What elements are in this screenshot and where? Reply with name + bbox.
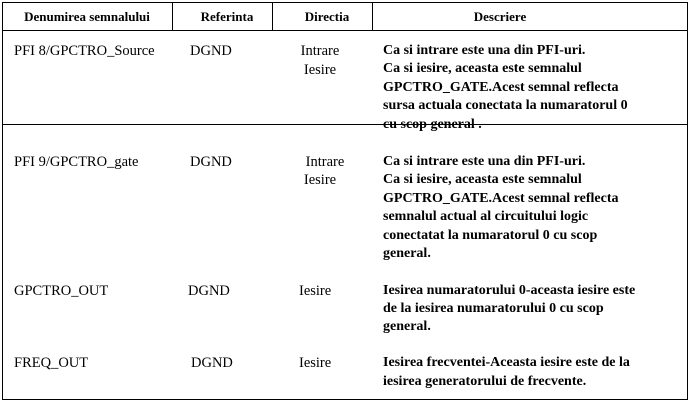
table-border-right xyxy=(687,2,688,400)
header-description: Descriere xyxy=(473,9,527,24)
row-divider-1 xyxy=(2,124,688,125)
row1-direction-2: Iesire xyxy=(303,62,337,78)
row1-reference: DGND xyxy=(190,43,232,59)
row2-description-1: Ca si intrare este una din PFI-uri. xyxy=(383,154,586,169)
row4-reference: DGND xyxy=(191,355,233,371)
row3-signal: GPCTRO_OUT xyxy=(14,283,109,299)
header-signal: Denumirea semnalului xyxy=(24,9,150,24)
header-divider xyxy=(2,30,688,31)
row2-description-3: GPCTRO_GATE.Acest semnal reflecta xyxy=(383,191,619,206)
row2-description-4: semnalul actual al circuitului logic xyxy=(383,209,589,224)
row1-direction-1: Intrare xyxy=(300,43,340,59)
header-reference: Referinta xyxy=(200,9,254,24)
row2-description-2: Ca si iesire, aceasta este semnalul xyxy=(383,172,582,187)
row2-direction-1: Intrare xyxy=(305,154,345,170)
row2-description-6: general. xyxy=(383,246,431,261)
row2-description-5: conectatat la numaratorul 0 cu scop xyxy=(383,228,598,243)
table-border-top xyxy=(2,2,688,3)
table-border-left xyxy=(2,2,3,400)
row4-description-2: iesirea generatorului de frecvente. xyxy=(383,374,587,389)
table-border-bottom xyxy=(2,399,688,400)
row3-description-3: general. xyxy=(383,319,431,334)
row2-direction-2: Iesire xyxy=(303,172,337,188)
row1-signal: PFI 8/GPCTRO_Source xyxy=(14,43,155,59)
row1-description-2: Ca si iesire, aceasta este semnalul xyxy=(383,61,582,76)
row3-description-2: de la iesirea numaratorului 0 cu scop xyxy=(383,301,604,316)
row1-description-4: sursa actuala conectata la numaratorul 0 xyxy=(383,98,628,113)
row1-description-5: cu scop general . xyxy=(383,117,482,132)
row1-description-3: GPCTRO_GATE.Acest semnal reflecta xyxy=(383,80,619,95)
row4-signal: FREQ_OUT xyxy=(14,355,89,371)
row3-reference: DGND xyxy=(188,283,230,299)
row3-direction: Iesire xyxy=(299,283,332,299)
row2-reference: DGND xyxy=(190,154,232,170)
row4-direction: Iesire xyxy=(299,355,332,371)
row1-description-1: Ca si intrare este una din PFI-uri. xyxy=(383,43,586,58)
row2-signal: PFI 9/GPCTRO_gate xyxy=(14,154,139,170)
row3-description-1: Iesirea numaratorului 0-aceasta iesire este xyxy=(383,283,636,298)
row4-description-1: Iesirea frecventei-Aceasta iesire este de la xyxy=(383,355,630,370)
header-direction: Directia xyxy=(304,9,350,24)
